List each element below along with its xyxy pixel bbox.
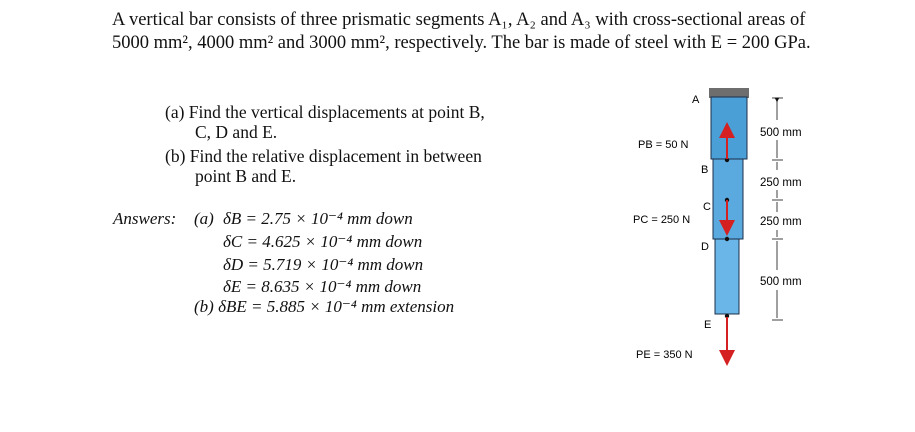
label-point-b: B <box>701 164 709 176</box>
answer-b: (b) δBE = 5.885 × 10⁻⁴ mm extension <box>194 297 455 316</box>
problem-line-2: 5000 mm², 4000 mm² and 3000 mm², respectively. The bar is made of steel with E = 200 GPa. <box>112 33 811 53</box>
label-load-pe: PE = 350 N <box>636 349 693 361</box>
question-b-line-1: (b) Find the relative displacement in between <box>165 146 482 166</box>
segment-3 <box>715 239 739 314</box>
question-b-line-2: point B and E. <box>195 166 297 186</box>
label-load-pb: PB = 50 N <box>638 139 689 151</box>
segment-1 <box>711 97 747 159</box>
dim-label-500-top: 500 mm <box>760 127 802 139</box>
node-d-dot <box>725 237 729 241</box>
problem-line-1: A vertical bar consists of three prismatic segments A₁, A₂ and A₃ with cross-sectional areas of <box>112 10 806 30</box>
answers-heading: Answers: <box>113 209 177 228</box>
label-load-pc: PC = 250 N <box>633 214 691 226</box>
answer-delta-d: δD = 5.719 × 10⁻⁴ mm down <box>223 255 424 274</box>
answer-delta-e: δE = 8.635 × 10⁻⁴ mm down <box>223 277 422 296</box>
answer-delta-b: δB = 2.75 × 10⁻⁴ mm down <box>223 209 413 228</box>
label-point-e: E <box>704 319 712 331</box>
dim-label-250-first: 250 mm <box>760 177 802 189</box>
question-a-line-1: (a) Find the vertical displacements at point B, <box>165 102 485 122</box>
bar-figure <box>600 80 830 380</box>
label-point-a: A <box>692 94 700 106</box>
label-point-c: C <box>703 201 711 213</box>
question-a-line-2: C, D and E. <box>195 122 278 142</box>
label-point-d: D <box>701 241 709 253</box>
dim-label-500-bottom: 500 mm <box>760 276 802 288</box>
answer-delta-c: δC = 4.625 × 10⁻⁴ mm down <box>223 232 423 251</box>
dim-label-250-second: 250 mm <box>760 216 802 228</box>
answer-a-label: (a) <box>194 209 214 228</box>
